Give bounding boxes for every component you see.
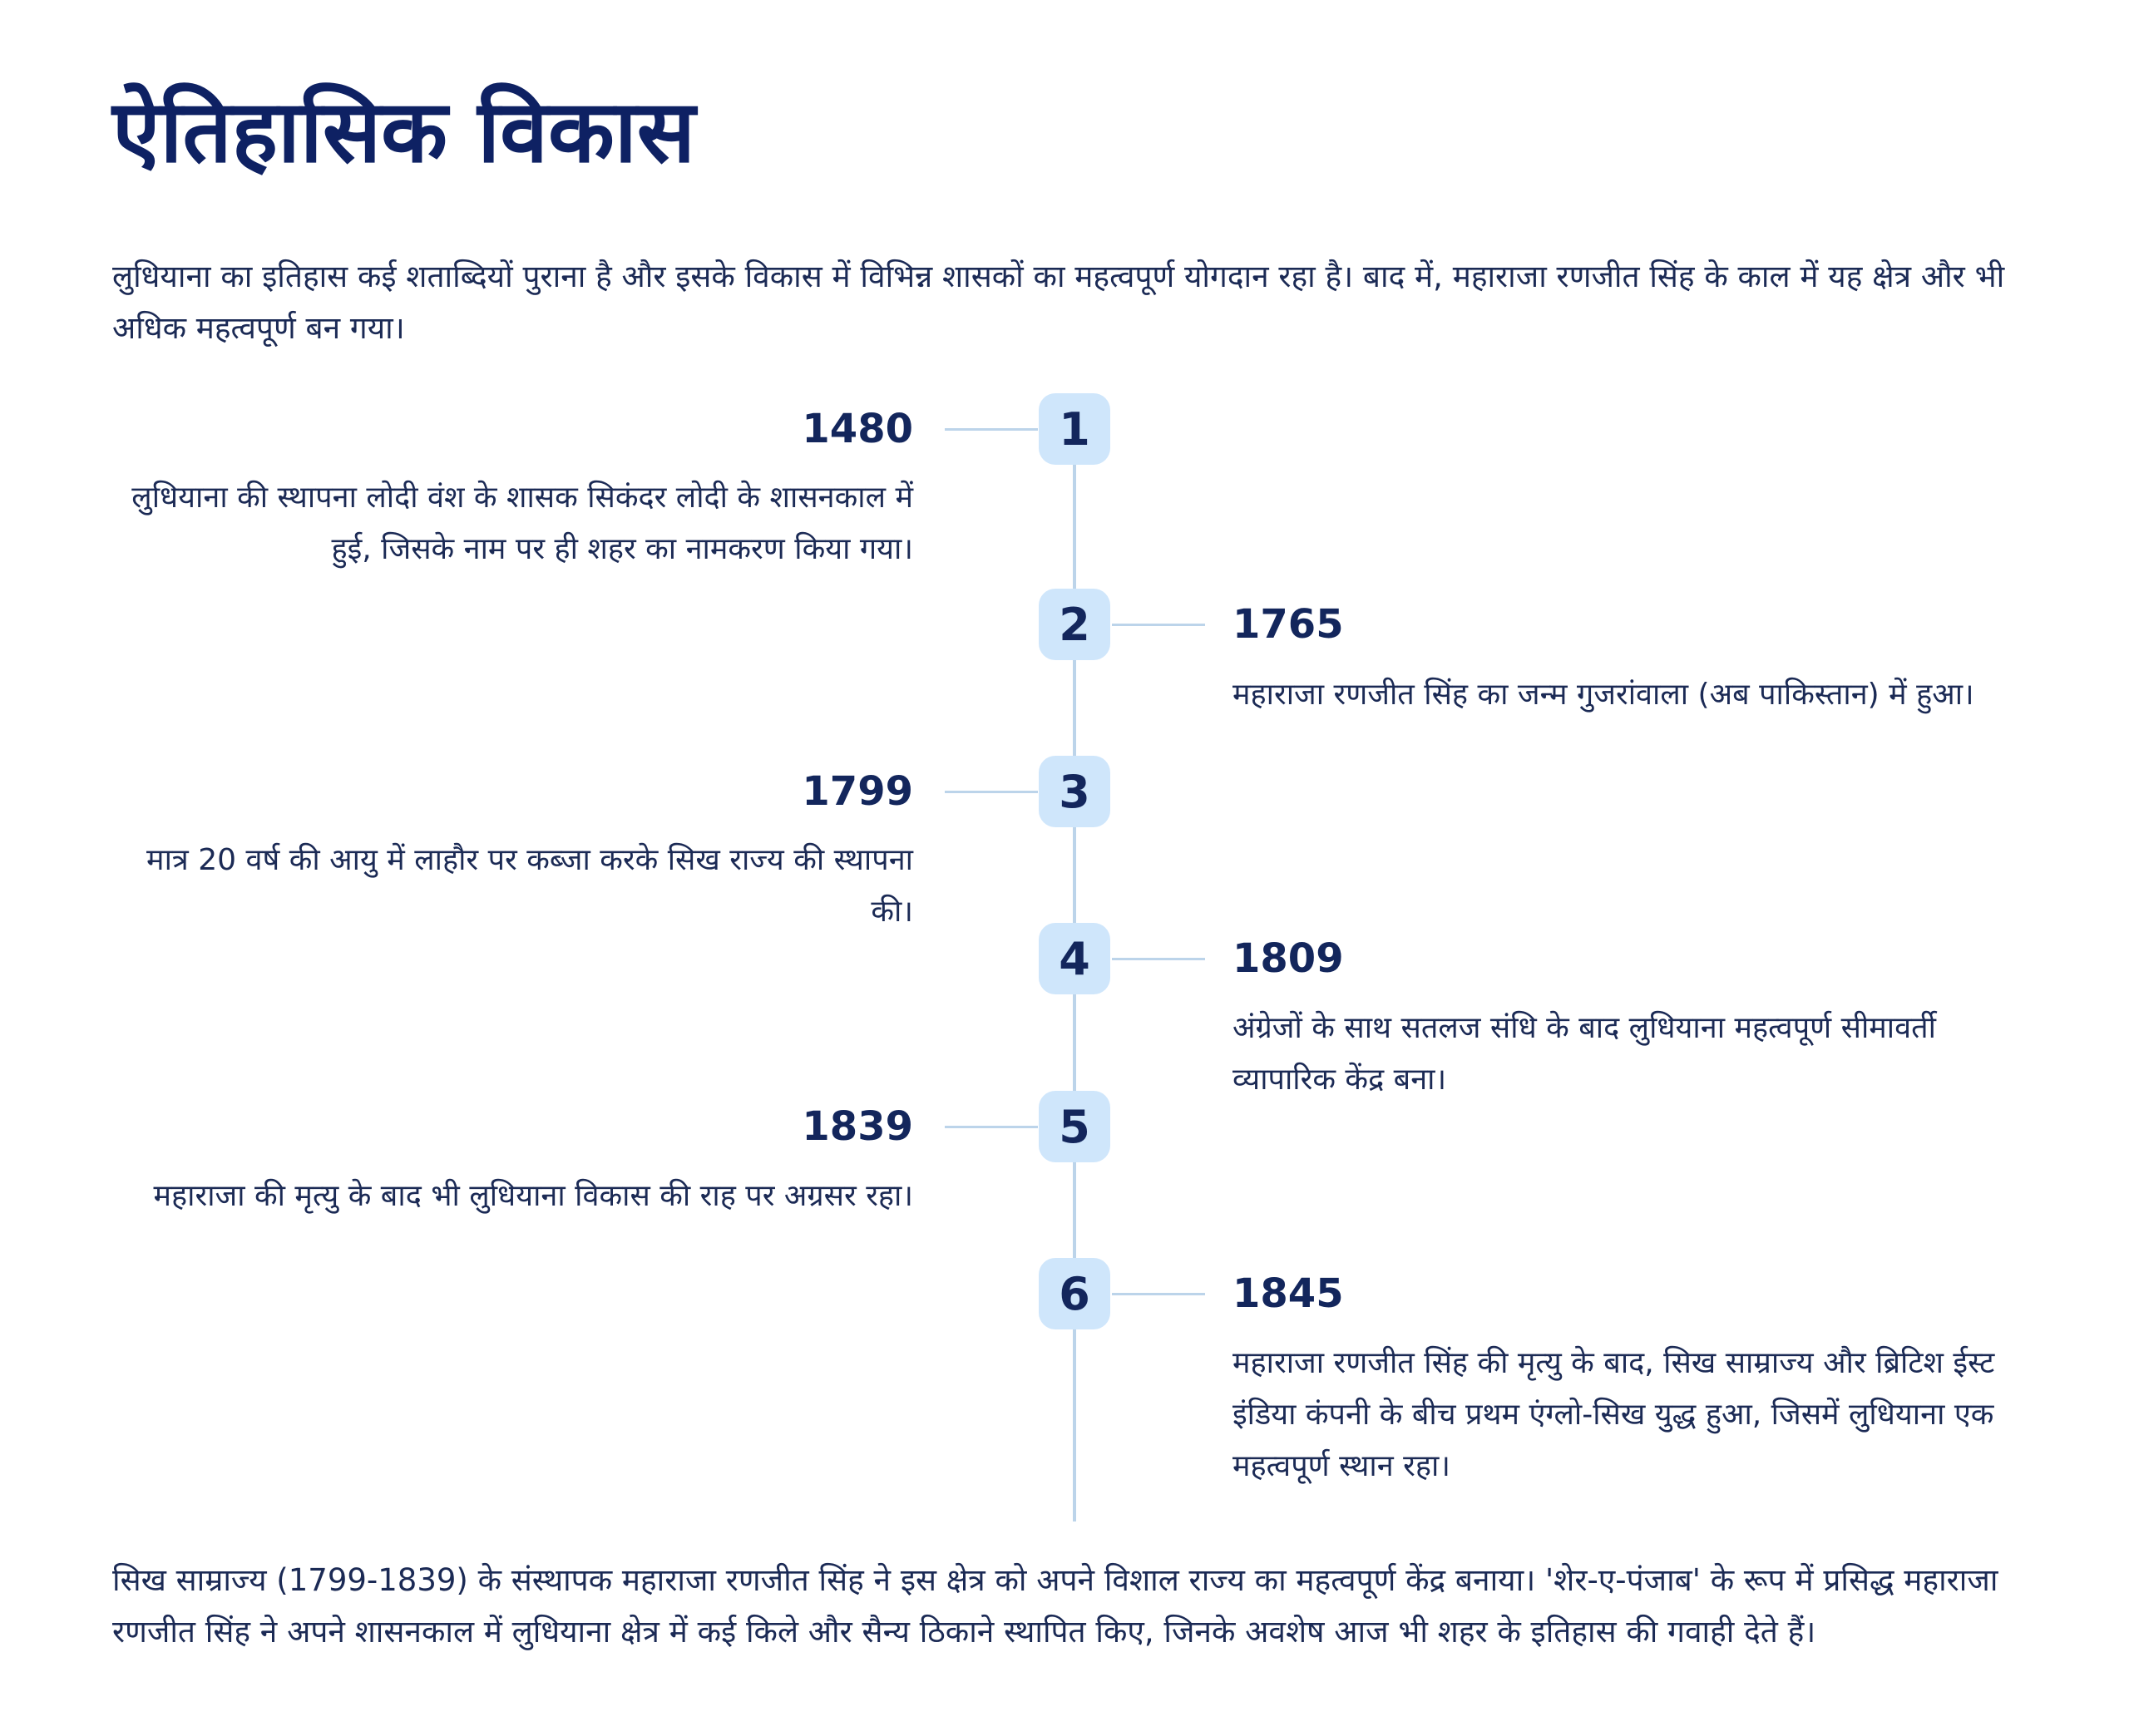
timeline-text-4: अंग्रेजों के साथ सतलज संधि के बाद लुधियाना महत्वपूर्ण सीमावर्ती व्यापारिक केंद्र बना। — [1232, 1011, 1936, 1097]
timeline-connector — [1112, 624, 1205, 626]
timeline-connector — [945, 791, 1038, 793]
timeline-year-5: 1839 — [802, 1103, 913, 1150]
intro-paragraph: लुधियाना का इतिहास कई शताब्दियों पुराना है और इसके विकास में विभिन्न शासकों का महत्वपूर्ण योगदान रहा है। बाद में, महाराजा रणजीत सिंह के काल में यह क्षेत्र और भी अधिक महत्वपूर्ण बन गया। — [112, 259, 2005, 346]
timeline-connector — [1112, 1293, 1205, 1295]
timeline-badge-4: 4 — [1039, 923, 1110, 994]
timeline-year-2: 1765 — [1232, 601, 1344, 648]
timeline-badge-3: 3 — [1039, 756, 1110, 827]
timeline-connector — [945, 428, 1038, 431]
timeline-text-6: महाराजा रणजीत सिंह की मृत्यु के बाद, सिख साम्राज्य और ब्रिटिश ईस्ट इंडिया कंपनी के बीच प्रथम एंग्लो-सिख युद्ध हुआ, जिसमें लुधियाना एक महत्वपूर्ण स्थान रहा। — [1232, 1346, 1995, 1483]
timeline-year-4: 1809 — [1232, 935, 1344, 982]
timeline-badge-1: 1 — [1039, 393, 1110, 465]
timeline-year-3: 1799 — [802, 768, 913, 815]
timeline-year-1: 1480 — [802, 406, 913, 452]
timeline-text-2: महाराजा रणजीत सिंह का जन्म गुजरांवाला (अब पाकिस्तान) में हुआ। — [1232, 678, 1974, 712]
timeline-year-6: 1845 — [1232, 1270, 1344, 1317]
closing-paragraph: सिख साम्राज्य (1799-1839) के संस्थापक महाराजा रणजीत सिंह ने इस क्षेत्र को अपने विशाल राज्य का महत्वपूर्ण केंद्र बनाया। 'शेर-ए-पंजाब' के रूप में प्रसिद्ध महाराजा रणजीत सिंह ने अपने शासनकाल में लुधियाना क्षेत्र में कई किले और सैन्य ठिकाने स्थापित किए, जिनके अवशेष आज भी शहर के इतिहास की गवाही देते हैं। — [112, 1562, 1998, 1650]
timeline-text-3: मात्र 20 वर्ष की आयु में लाहौर पर कब्जा करके सिख राज्य की स्थापना की। — [146, 843, 913, 929]
timeline-connector — [1112, 958, 1205, 960]
timeline-connector — [945, 1126, 1038, 1128]
timeline-badge-6: 6 — [1039, 1258, 1110, 1329]
timeline-text-5: महाराजा की मृत्यु के बाद भी लुधियाना विकास की राह पर अग्रसर रहा। — [153, 1179, 913, 1213]
timeline-badge-2: 2 — [1039, 589, 1110, 660]
timeline-badge-5: 5 — [1039, 1091, 1110, 1162]
timeline-text-1: लुधियाना की स्थापना लोदी वंश के शासक सिकंदर लोदी के शासनकाल में हुई, जिसके नाम पर ही शहर का नामकरण किया गया। — [131, 481, 913, 566]
page-title: ऐतिहासिक विकास — [112, 81, 696, 182]
